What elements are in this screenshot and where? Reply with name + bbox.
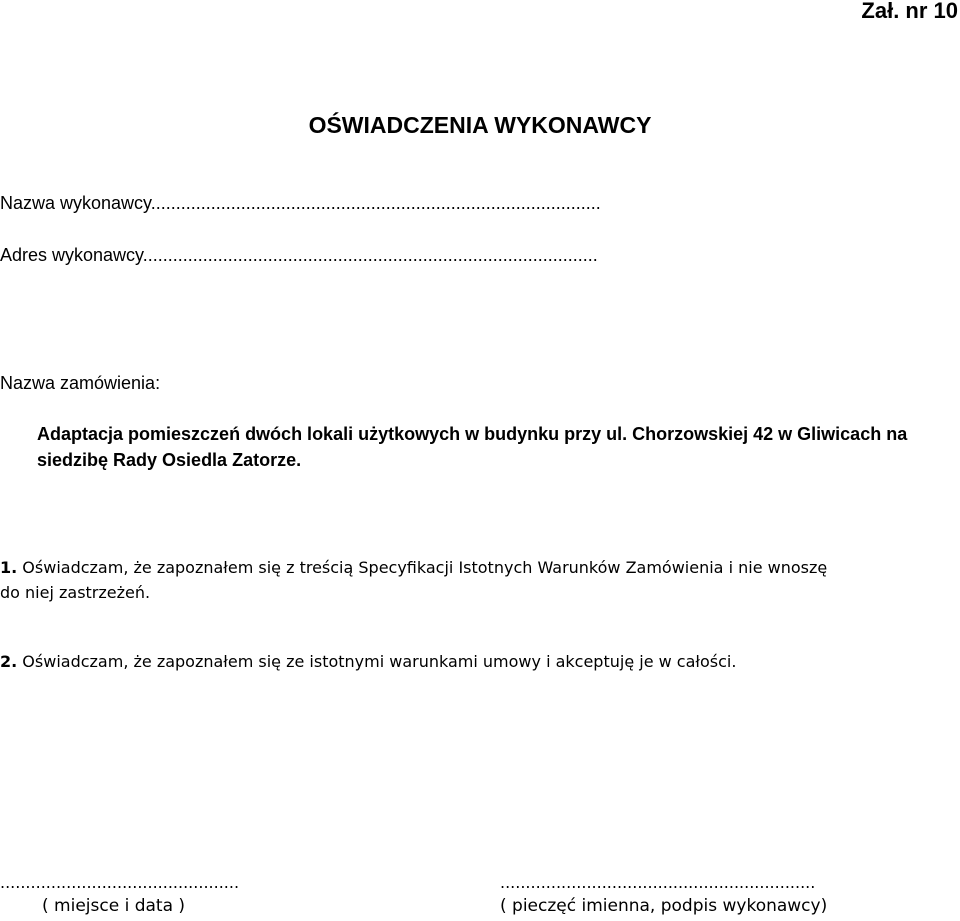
statement-text: Oświadczam, że zapoznałem się z treścią Specyfikacji Istotnych Warunków Zamówienia i nie wnoszę [17, 558, 828, 577]
place-date-label: ( miejsce i data ) [42, 896, 186, 916]
signature-line: .............................................................. [500, 873, 816, 892]
signature-label: ( pieczęć imienna, podpis wykonawcy) [500, 896, 828, 916]
statement-1 [0, 555, 827, 580]
contractor-address-field: Adres wykonawcy........................................................................................... [0, 245, 598, 265]
order-name-label: Nazwa zamówienia: [0, 373, 161, 393]
attachment-number: Zał. nr 10 [861, 0, 958, 23]
statement-text: Oświadczam, że zapoznałem się ze istotnymi warunkami umowy i akceptuję je w całości. [17, 652, 737, 671]
statement-2 [0, 649, 736, 674]
statement-number: 2. [0, 652, 18, 671]
order-title: Adaptacja pomieszczeń dwóch lokali użytkowych w budynku przy ul. Chorzowskiej 42 w Gliwicach na siedzibę Rady Osiedla Zatorze. [37, 424, 908, 470]
place-date-line: ............................................... [0, 873, 240, 892]
statement-number: 1. [0, 558, 18, 577]
statement-1-continuation: do niej zastrzeżeń. [0, 583, 151, 602]
contractor-name-field: Nazwa wykonawcy.......................................................................................... [0, 193, 601, 213]
page-title: OŚWIADCZENIA WYKONAWCY [308, 112, 652, 138]
